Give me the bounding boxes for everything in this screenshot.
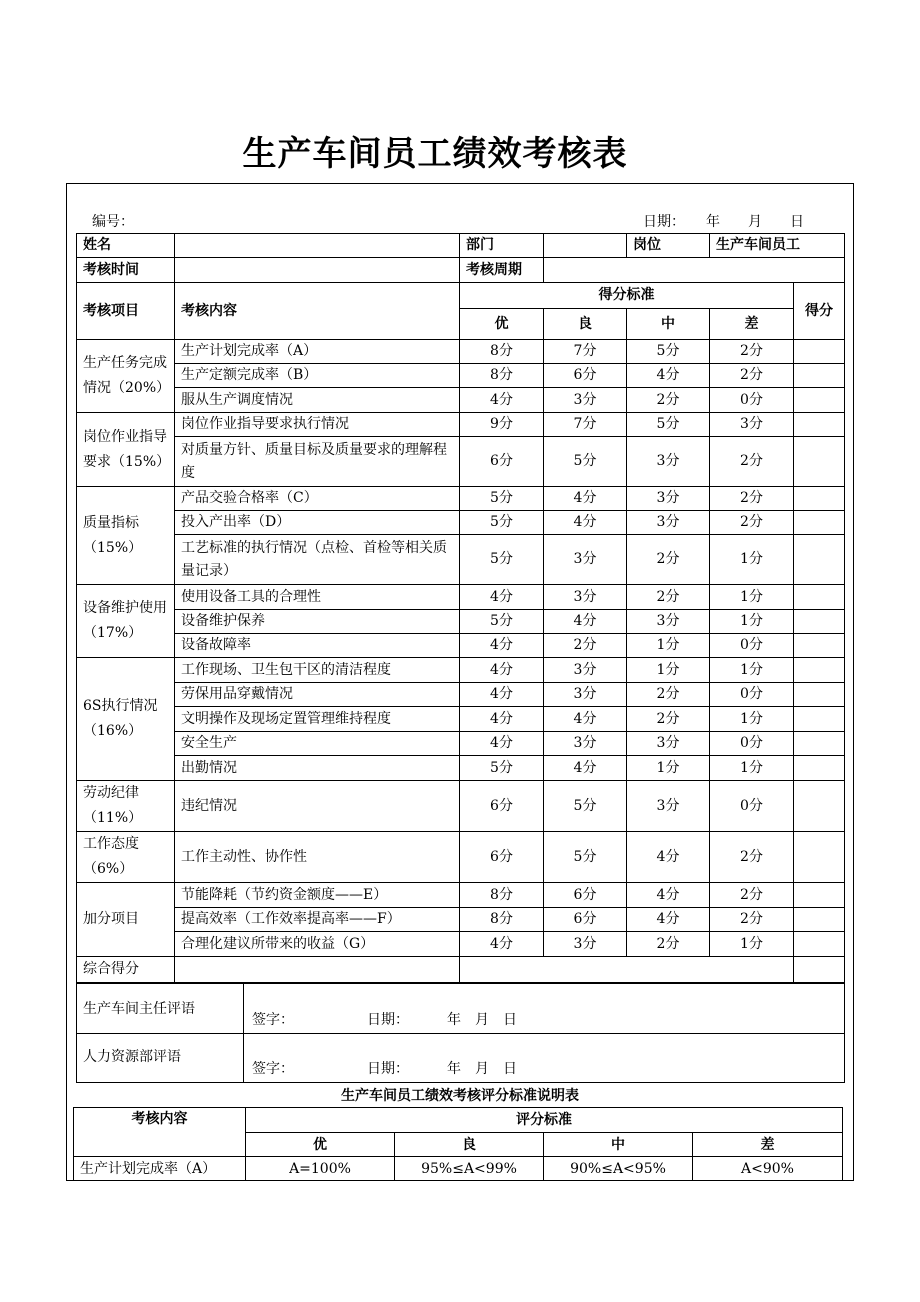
score-fair: 4分 xyxy=(627,883,710,908)
review-date-label: 日期： xyxy=(367,1061,409,1077)
page-title: 生产车间员工绩效考核表 xyxy=(242,134,628,174)
name-label: 姓名 xyxy=(77,234,175,258)
score-poor: 2分 xyxy=(710,883,794,908)
header-standard: 得分标准 xyxy=(460,283,794,309)
score-poor: 2分 xyxy=(710,340,794,364)
time-field[interactable] xyxy=(175,258,460,283)
assessment-content: 工作主动性、协作性 xyxy=(175,832,460,883)
header-row-1 xyxy=(77,283,845,309)
score-good: 7分 xyxy=(544,413,627,437)
standards-content-label: 考核内容 xyxy=(74,1108,246,1157)
std-level-poor: 差 xyxy=(693,1133,843,1157)
assessment-content: 投入产出率（D） xyxy=(175,511,460,535)
score-excellent: 4分 xyxy=(460,732,544,756)
assessment-content: 文明操作及现场定置管理维持程度 xyxy=(175,707,460,732)
score-fair: 4分 xyxy=(627,908,710,932)
standards-criteria-label: 评分标准 xyxy=(246,1108,843,1133)
review-label: 人力资源部评语 xyxy=(77,1034,244,1083)
total-row xyxy=(77,957,845,983)
assessment-content: 提高效率（工作效率提高率——F） xyxy=(175,908,460,932)
std-item: 生产计划完成率（A） xyxy=(74,1157,246,1181)
score-good: 3分 xyxy=(544,732,627,756)
score-fair: 5分 xyxy=(627,340,710,364)
score-row xyxy=(77,388,845,413)
date-label: 日期： 年 月 日 xyxy=(643,214,804,230)
score-excellent: 8分 xyxy=(460,340,544,364)
score-input[interactable] xyxy=(794,883,845,908)
level-excellent: 优 xyxy=(460,309,544,340)
assessment-content: 出勤情况 xyxy=(175,756,460,781)
score-poor: 0分 xyxy=(710,634,794,658)
assessment-content: 对质量方针、质量目标及质量要求的理解程度 xyxy=(175,437,460,487)
score-fair: 4分 xyxy=(627,364,710,388)
header-score: 得分 xyxy=(794,283,845,340)
score-good: 4分 xyxy=(544,511,627,535)
score-excellent: 4分 xyxy=(460,683,544,707)
score-good: 5分 xyxy=(544,832,627,883)
score-excellent: 5分 xyxy=(460,511,544,535)
score-fair: 4分 xyxy=(627,832,710,883)
score-row xyxy=(77,487,845,511)
score-good: 3分 xyxy=(544,683,627,707)
score-input[interactable] xyxy=(794,683,845,707)
score-row xyxy=(77,413,845,437)
category-name: 生产任务完成情况（20%） xyxy=(77,340,175,413)
header-content: 考核内容 xyxy=(175,283,460,340)
dept-field[interactable] xyxy=(544,234,627,258)
assessment-content: 违纪情况 xyxy=(175,781,460,832)
category-name: 加分项目 xyxy=(77,883,175,957)
assessment-content: 工作现场、卫生包干区的清洁程度 xyxy=(175,658,460,683)
score-fair: 3分 xyxy=(627,487,710,511)
assessment-content: 使用设备工具的合理性 xyxy=(175,585,460,610)
level-fair: 中 xyxy=(627,309,710,340)
score-input[interactable] xyxy=(794,511,845,535)
category-name: 6S执行情况（16%） xyxy=(77,658,175,781)
review-date-ymd: 年 月 日 xyxy=(447,1061,517,1077)
score-poor: 0分 xyxy=(710,683,794,707)
score-row xyxy=(77,832,845,883)
score-good: 5分 xyxy=(544,781,627,832)
score-row xyxy=(77,658,845,683)
assessment-content: 生产定额完成率（B） xyxy=(175,364,460,388)
score-input[interactable] xyxy=(794,437,845,487)
score-input[interactable] xyxy=(794,707,845,732)
score-poor: 2分 xyxy=(710,832,794,883)
review-field[interactable] xyxy=(244,1034,845,1083)
standards-row xyxy=(74,1157,843,1181)
score-excellent: 6分 xyxy=(460,437,544,487)
score-good: 5分 xyxy=(544,437,627,487)
score-fair: 2分 xyxy=(627,388,710,413)
score-excellent: 8分 xyxy=(460,908,544,932)
review-label: 生产车间主任评语 xyxy=(77,984,244,1034)
score-good: 6分 xyxy=(544,883,627,908)
score-input[interactable] xyxy=(794,908,845,932)
score-input[interactable] xyxy=(794,413,845,437)
score-row xyxy=(77,610,845,634)
score-row xyxy=(77,340,845,364)
score-fair: 2分 xyxy=(627,707,710,732)
score-poor: 1分 xyxy=(710,658,794,683)
score-good: 6分 xyxy=(544,364,627,388)
score-poor: 1分 xyxy=(710,707,794,732)
score-excellent: 5分 xyxy=(460,610,544,634)
review-field[interactable] xyxy=(244,984,845,1034)
period-field[interactable] xyxy=(544,258,845,283)
score-input[interactable] xyxy=(794,756,845,781)
score-poor: 0分 xyxy=(710,388,794,413)
review-date-ymd: 年 月 日 xyxy=(447,1012,517,1028)
review-date-label: 日期： xyxy=(367,1012,409,1028)
score-row xyxy=(77,634,845,658)
post-value: 生产车间员工 xyxy=(710,234,845,258)
score-fair: 1分 xyxy=(627,634,710,658)
score-excellent: 9分 xyxy=(460,413,544,437)
score-fair: 2分 xyxy=(627,585,710,610)
assessment-content: 劳保用品穿戴情况 xyxy=(175,683,460,707)
score-input[interactable] xyxy=(794,658,845,683)
info-row-time xyxy=(77,258,845,283)
category-name: 劳动纪律（11%） xyxy=(77,781,175,832)
score-row xyxy=(77,585,845,610)
standards-table xyxy=(73,1107,843,1181)
score-input[interactable] xyxy=(794,388,845,413)
score-poor: 1分 xyxy=(710,932,794,957)
standards-title: 生产车间员工绩效考核评分标准说明表 xyxy=(341,1088,579,1104)
assessment-content: 服从生产调度情况 xyxy=(175,388,460,413)
meta-row xyxy=(92,211,812,231)
score-fair: 2分 xyxy=(627,535,710,585)
score-good: 3分 xyxy=(544,932,627,957)
time-label: 考核时间 xyxy=(77,258,175,283)
level-poor: 差 xyxy=(710,309,794,340)
score-fair: 3分 xyxy=(627,610,710,634)
score-poor: 2分 xyxy=(710,364,794,388)
score-row xyxy=(77,908,845,932)
score-good: 4分 xyxy=(544,487,627,511)
score-fair: 3分 xyxy=(627,732,710,756)
score-row xyxy=(77,756,845,781)
sign-label: 签字： xyxy=(252,1012,294,1028)
score-excellent: 4分 xyxy=(460,658,544,683)
score-input[interactable] xyxy=(794,832,845,883)
score-poor: 3分 xyxy=(710,413,794,437)
assessment-content: 节能降耗（节约资金额度——E） xyxy=(175,883,460,908)
score-input[interactable] xyxy=(794,364,845,388)
name-field[interactable] xyxy=(175,234,460,258)
score-row xyxy=(77,781,845,832)
score-poor: 0分 xyxy=(710,781,794,832)
score-poor: 1分 xyxy=(710,610,794,634)
score-row xyxy=(77,732,845,756)
score-excellent: 5分 xyxy=(460,756,544,781)
score-good: 7分 xyxy=(544,340,627,364)
score-input[interactable] xyxy=(794,732,845,756)
std-value-poor: A<90% xyxy=(693,1157,843,1181)
score-input[interactable] xyxy=(794,932,845,957)
assessment-content: 生产计划完成率（A） xyxy=(175,340,460,364)
score-good: 4分 xyxy=(544,707,627,732)
score-row xyxy=(77,707,845,732)
score-excellent: 8分 xyxy=(460,364,544,388)
assessment-content: 工艺标准的执行情况（点检、首检等相关质量记录） xyxy=(175,535,460,585)
post-label: 岗位 xyxy=(627,234,710,258)
score-poor: 2分 xyxy=(710,437,794,487)
score-row xyxy=(77,683,845,707)
score-fair: 1分 xyxy=(627,658,710,683)
score-row xyxy=(77,535,845,585)
assessment-content: 设备故障率 xyxy=(175,634,460,658)
score-fair: 1分 xyxy=(627,756,710,781)
score-input[interactable] xyxy=(794,585,845,610)
score-input[interactable] xyxy=(794,610,845,634)
standards-header-1 xyxy=(74,1108,843,1133)
assessment-content: 合理化建议所带来的收益（G） xyxy=(175,932,460,957)
score-good: 6分 xyxy=(544,908,627,932)
score-excellent: 5分 xyxy=(460,487,544,511)
info-row-name xyxy=(77,234,845,258)
score-excellent: 6分 xyxy=(460,832,544,883)
score-row xyxy=(77,883,845,908)
score-good: 4分 xyxy=(544,610,627,634)
score-excellent: 4分 xyxy=(460,585,544,610)
score-input[interactable] xyxy=(794,340,845,364)
serial-number-label: 编号： xyxy=(92,214,134,230)
score-excellent: 5分 xyxy=(460,535,544,585)
score-poor: 2分 xyxy=(710,511,794,535)
std-level-good: 良 xyxy=(395,1133,544,1157)
period-label: 考核周期 xyxy=(460,258,544,283)
category-name: 设备维护使用（17%） xyxy=(77,585,175,658)
score-good: 2分 xyxy=(544,634,627,658)
assessment-content: 设备维护保养 xyxy=(175,610,460,634)
score-input[interactable] xyxy=(794,634,845,658)
score-good: 4分 xyxy=(544,756,627,781)
score-excellent: 4分 xyxy=(460,634,544,658)
score-input[interactable] xyxy=(794,535,845,585)
score-fair: 3分 xyxy=(627,437,710,487)
score-fair: 3分 xyxy=(627,781,710,832)
dept-label: 部门 xyxy=(460,234,544,258)
appraisal-table xyxy=(76,233,845,983)
sign-label: 签字： xyxy=(252,1061,294,1077)
score-excellent: 6分 xyxy=(460,781,544,832)
category-name: 岗位作业指导要求（15%） xyxy=(77,413,175,487)
total-field[interactable] xyxy=(175,957,460,983)
std-value-fair: 90%≤A<95% xyxy=(544,1157,693,1181)
review-row-director xyxy=(77,984,845,1034)
category-name: 工作态度（6%） xyxy=(77,832,175,883)
level-good: 良 xyxy=(544,309,627,340)
score-poor: 2分 xyxy=(710,908,794,932)
score-row xyxy=(77,437,845,487)
score-good: 3分 xyxy=(544,658,627,683)
header-item: 考核项目 xyxy=(77,283,175,340)
score-poor: 0分 xyxy=(710,732,794,756)
score-fair: 3分 xyxy=(627,511,710,535)
score-input[interactable] xyxy=(794,781,845,832)
score-excellent: 8分 xyxy=(460,883,544,908)
category-name: 质量指标（15%） xyxy=(77,487,175,585)
score-excellent: 4分 xyxy=(460,932,544,957)
std-value-excellent: A=100% xyxy=(246,1157,395,1181)
score-fair: 2分 xyxy=(627,683,710,707)
score-row xyxy=(77,932,845,957)
score-poor: 1分 xyxy=(710,535,794,585)
score-row xyxy=(77,511,845,535)
score-poor: 1分 xyxy=(710,756,794,781)
score-excellent: 4分 xyxy=(460,707,544,732)
std-level-fair: 中 xyxy=(544,1133,693,1157)
score-good: 3分 xyxy=(544,535,627,585)
assessment-content: 岗位作业指导要求执行情况 xyxy=(175,413,460,437)
score-fair: 5分 xyxy=(627,413,710,437)
std-value-good: 95%≤A<99% xyxy=(395,1157,544,1181)
total-score-field[interactable] xyxy=(460,957,794,983)
score-excellent: 4分 xyxy=(460,388,544,413)
review-row-hr xyxy=(77,1034,845,1083)
score-good: 3分 xyxy=(544,585,627,610)
total-label: 综合得分 xyxy=(77,957,175,983)
total-final-field[interactable] xyxy=(794,957,845,983)
review-table xyxy=(76,983,845,1083)
score-good: 3分 xyxy=(544,388,627,413)
assessment-content: 安全生产 xyxy=(175,732,460,756)
std-level-excellent: 优 xyxy=(246,1133,395,1157)
score-fair: 2分 xyxy=(627,932,710,957)
score-row xyxy=(77,364,845,388)
assessment-content: 产品交验合格率（C） xyxy=(175,487,460,511)
score-poor: 2分 xyxy=(710,487,794,511)
score-input[interactable] xyxy=(794,487,845,511)
score-poor: 1分 xyxy=(710,585,794,610)
